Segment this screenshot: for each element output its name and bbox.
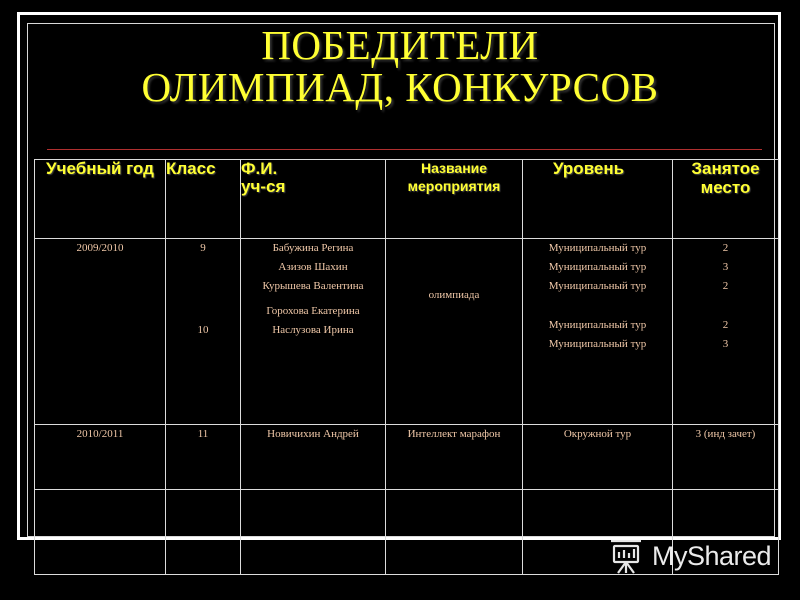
header-level: Уровень	[523, 160, 673, 239]
header-year: Учебный год	[35, 160, 166, 239]
table-row	[35, 425, 779, 490]
header-place: Занятое место	[673, 160, 779, 239]
empty-cell	[166, 490, 241, 575]
title-divider	[47, 149, 762, 150]
cell-year: 2010/2011	[35, 425, 166, 490]
cell-year: 2009/2010	[35, 239, 166, 425]
cell-event: олимпиада	[386, 239, 523, 425]
winners-table	[34, 159, 779, 575]
cell-event: Интеллект марафон	[386, 425, 523, 490]
cell-names: Бабужина Регина Азизов Шахин Курышева Валентина Горохова Екатерина Наслузова Ирина	[241, 239, 386, 425]
cell-level: Окружной тур	[523, 425, 673, 490]
empty-cell	[35, 490, 166, 575]
watermark-text: MyShared	[652, 540, 772, 571]
title-line-1: ПОБЕДИТЕЛИ	[261, 22, 539, 68]
empty-cell	[386, 490, 523, 575]
header-class: Класс	[166, 160, 241, 239]
header-fio: Ф.И. уч-ся	[241, 160, 386, 239]
title-line-2: ОЛИМПИАД, КОНКУРСОВ	[141, 64, 659, 110]
cell-levels: Муниципальный тур Муниципальный тур Муниципальный тур Муниципальный тур Муниципальный тур	[523, 239, 673, 425]
cell-place: 3 (инд зачет)	[673, 425, 779, 490]
myshared-watermark	[606, 536, 771, 576]
cell-class: 11	[166, 425, 241, 490]
header-event: Название мероприятия	[386, 160, 523, 239]
cell-class: 9 10	[166, 239, 241, 425]
cell-places: 2 3 2 2 3	[673, 239, 779, 425]
cell-name: Новичихин Андрей	[241, 425, 386, 490]
empty-cell	[241, 490, 386, 575]
presentation-screen-icon	[606, 537, 646, 575]
table-header-row	[35, 160, 779, 239]
slide-title	[0, 24, 800, 108]
table-row	[35, 239, 779, 425]
